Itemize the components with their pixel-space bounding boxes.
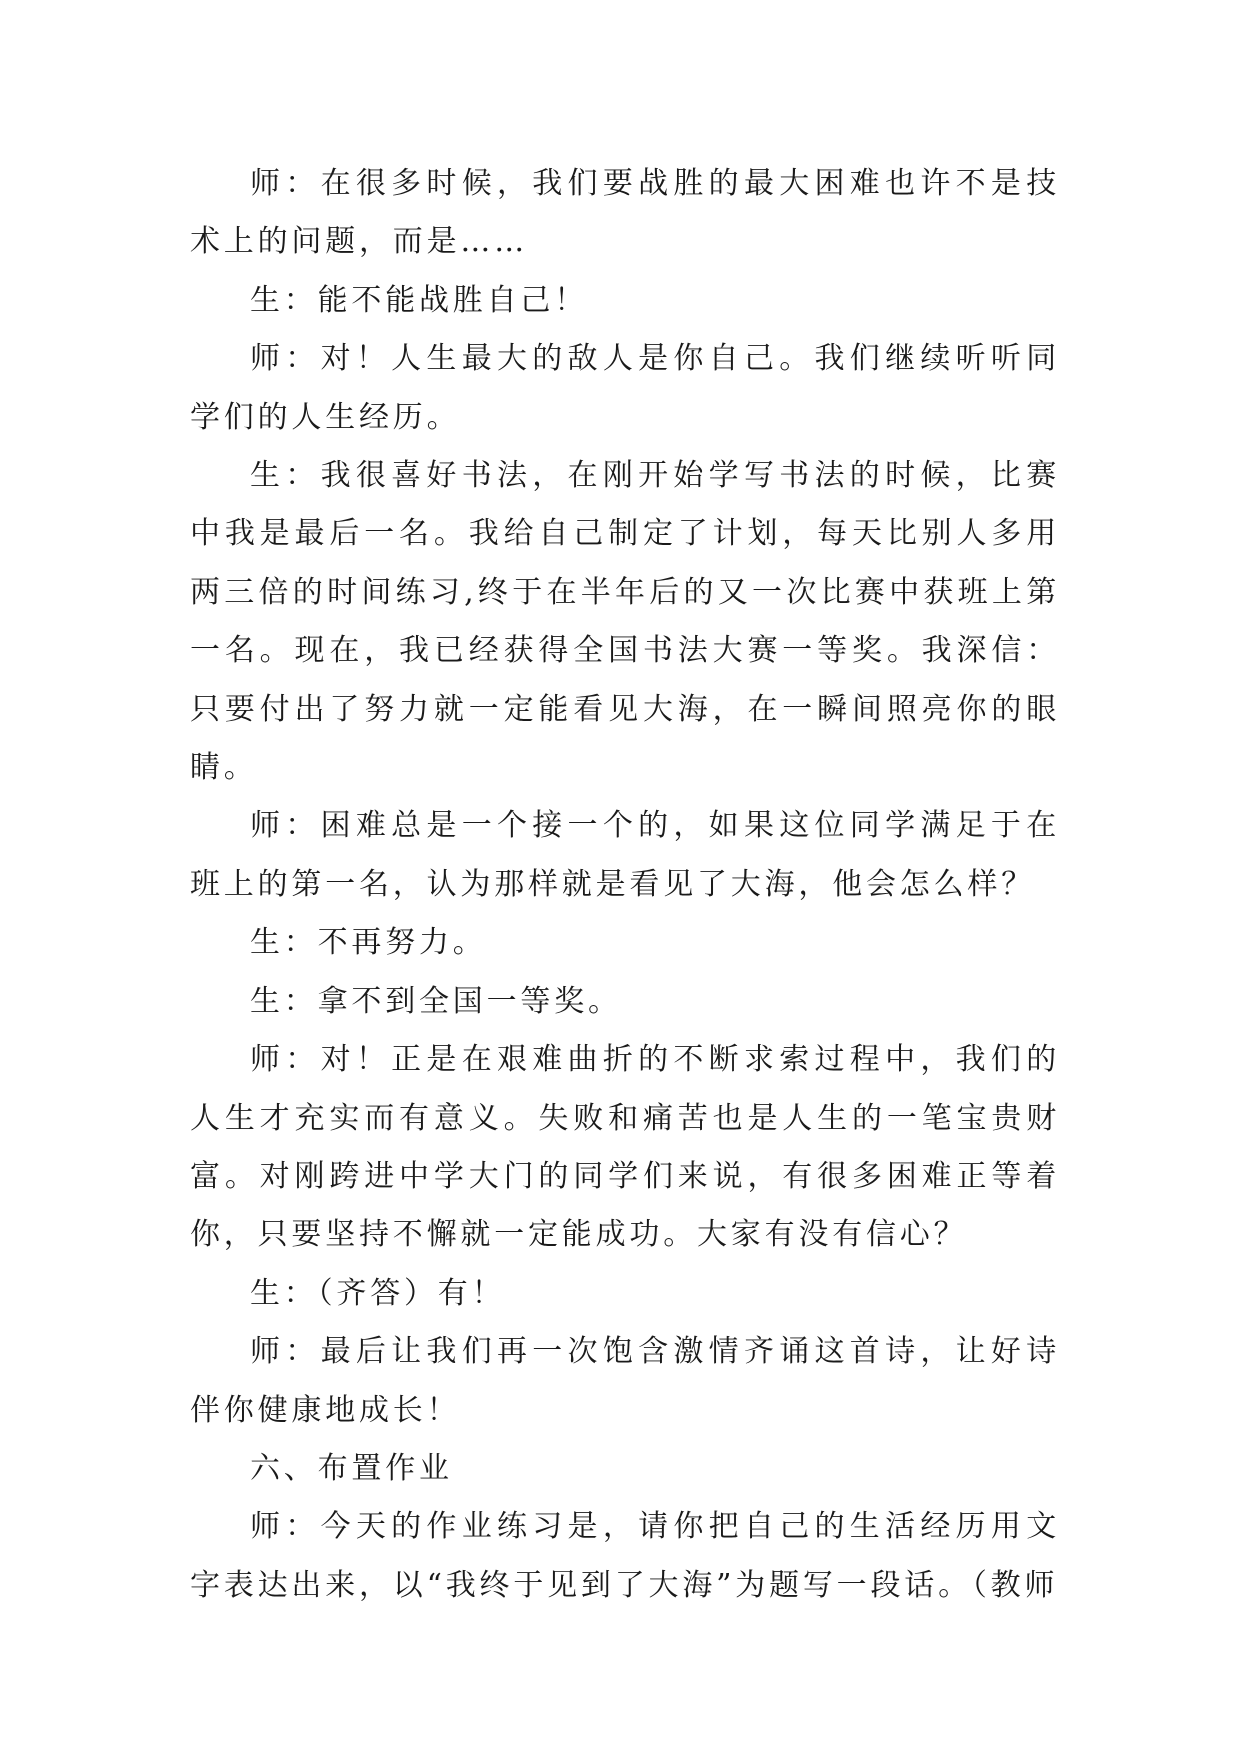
document-body: [190, 155, 1060, 1615]
paragraph-students-chorus: 生：（齐答）有！: [250, 1275, 506, 1311]
paragraph-teacher-closing: 师：最后让我们再一次饱含激情齐诵这首诗，让好诗伴你健康地成长！: [190, 1334, 1060, 1428]
paragraph-teacher-summary: 师：对！正是在艰难曲折的不断求索过程中，我们的人生才充实而有意义。失败和痛苦也是人生的一笔宝贵财富。对刚跨进中学大门的同学们来说，有很多困难正等着你，只要坚持不懈就一定能成功。大家有没有信心？: [190, 1042, 1060, 1253]
paragraph-teacher-question: 师：在很多时候，我们要战胜的最大困难也许不是技术上的问题，而是……: [190, 166, 1060, 260]
paragraph-homework-instruction: 师：今天的作业练习是，请你把自己的生活经历用文字表达出来，以“我终于见到了大海”为题写一段话。（教师: [190, 1509, 1060, 1603]
paragraph-teacher-response: 师：对！人生最大的敌人是你自己。我们继续听听同学们的人生经历。: [190, 341, 1060, 435]
paragraph-student-reply-1: 生：不再努力。: [250, 925, 487, 961]
paragraph-teacher-followup: 师：困难总是一个接一个的，如果这位同学满足于在班上的第一名，认为那样就是看见了大海，他会怎么样？: [190, 808, 1060, 902]
paragraph-student-story: 生：我很喜好书法，在刚开始学写书法的时候，比赛中我是最后一名。我给自己制定了计划，每天比别人多用两三倍的时间练习,终于在半年后的又一次比赛中获班上第一名。现在，我已经获得全国书法大赛一等奖。我深信：只要付出了努力就一定能看见大海，在一瞬间照亮你的眼睛。: [190, 458, 1060, 786]
paragraph-student-reply-2: 生：拿不到全国一等奖。: [250, 983, 622, 1019]
section-heading-homework: 六、布置作业: [250, 1450, 453, 1486]
paragraph-student-answer: 生：能不能战胜自己！: [250, 282, 588, 318]
